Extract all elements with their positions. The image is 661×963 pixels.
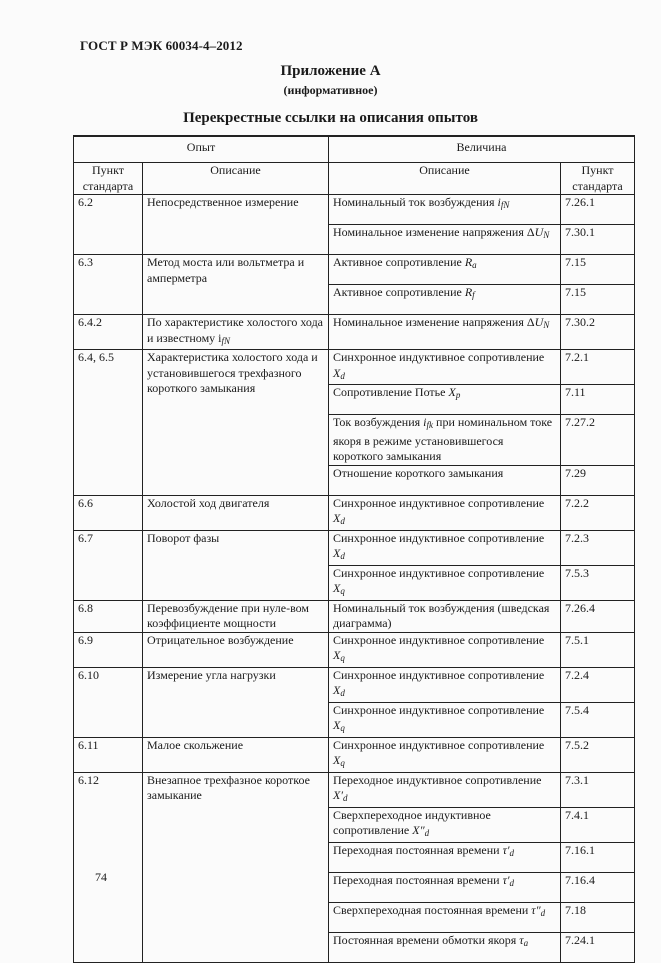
quantity-clause: 7.2.3: [561, 530, 635, 565]
quantity-description: [329, 225, 561, 255]
quantity-subscript: q: [340, 653, 345, 663]
quantity-clause: 7.5.4: [561, 702, 635, 737]
quantity-description: [329, 702, 561, 737]
quantity-symbol: i: [423, 415, 427, 429]
experiment-description-text: Перевозбуждение при нуле-вом коэффициенте мощности: [147, 600, 310, 630]
quantity-description: [329, 600, 561, 632]
quantity-symbol: X: [333, 546, 341, 560]
header-description-experiment: Описание: [143, 163, 329, 195]
experiment-description: [143, 255, 329, 315]
table-row: [74, 530, 635, 565]
quantity-clause: 7.26.4: [561, 600, 635, 632]
page-number: 74: [95, 870, 107, 884]
quantity-description: [329, 932, 561, 962]
quantity-text: Синхронное индуктивное сопротивление: [333, 350, 545, 364]
experiment-description-text: Отрицательное возбуждение: [147, 632, 294, 647]
table-row: [74, 195, 635, 225]
quantity-subscript: d: [340, 370, 345, 381]
quantity-text: Номинальный ток возбуждения (шведская диаграмма): [333, 600, 550, 630]
quantity-clause: 7.2.2: [561, 495, 635, 530]
experiment-description: [143, 772, 329, 962]
quantity-symbol: X: [333, 581, 341, 595]
quantity-clause: 7.24.1: [561, 932, 635, 962]
experiment-description: [143, 600, 329, 632]
experiment-description-text: Холостой ход двигателя: [147, 495, 270, 510]
experiment-clause: 6.4.2: [74, 315, 143, 350]
quantity-text: Синхронное индуктивное сопротивление: [333, 495, 545, 510]
quantity-clause: 7.27.2: [561, 415, 635, 466]
quantity-symbol: X′: [333, 788, 343, 802]
quantity-symbol: τ′: [502, 842, 510, 857]
experiment-description-text: Внезапное трехфазное короткое замыкание: [147, 772, 310, 802]
appendix-subtitle: (информативное): [283, 83, 378, 97]
quantity-clause: 7.5.1: [561, 632, 635, 667]
table-row: [74, 255, 635, 285]
quantity-clause: 7.4.1: [561, 807, 635, 842]
header-clause-quantity: Пункт стандарта: [561, 163, 635, 195]
experiment-description: [143, 530, 329, 600]
experiment-description-text: Метод моста или вольтметра и амперметра: [147, 255, 305, 285]
experiment-clause: 6.12: [74, 772, 143, 962]
quantity-clause: 7.2.4: [561, 667, 635, 702]
experiment-description: [143, 495, 329, 530]
quantity-description: [329, 285, 561, 315]
quantity-subscript: d: [424, 828, 430, 838]
quantity-description: [329, 255, 561, 285]
experiment-description: [143, 195, 329, 255]
table-body: [74, 195, 635, 963]
quantity-description: [329, 807, 561, 842]
quantity-clause: 7.3.1: [561, 772, 635, 807]
quantity-subscript: a: [523, 937, 529, 948]
experiment-clause: 6.10: [74, 667, 143, 737]
quantity-description: [329, 350, 561, 385]
quantity-text: Синхронное индуктивное сопротивление: [333, 737, 545, 752]
table-row: [74, 667, 635, 702]
header-quantity: Величина: [329, 136, 635, 163]
quantity-symbol: X″: [412, 823, 425, 837]
quantity-description: [329, 565, 561, 600]
quantity-text: Сверхпереходное индуктивное сопротивление: [333, 807, 491, 837]
experiment-description: [143, 667, 329, 737]
quantity-text: Синхронное индуктивное сопротивление: [333, 530, 545, 545]
quantity-description: [329, 195, 561, 225]
quantity-description: [329, 632, 561, 667]
quantity-clause: 7.2.1: [561, 350, 635, 385]
quantity-symbol: X: [333, 753, 341, 767]
quantity-description: [329, 667, 561, 702]
quantity-text: Активное сопротивление: [333, 285, 465, 299]
quantity-clause: 7.5.3: [561, 565, 635, 600]
quantity-description: [329, 872, 561, 902]
header-clause-experiment: Пункт стандарта: [74, 163, 143, 195]
quantity-clause: 7.5.2: [561, 737, 635, 772]
quantity-text: Постоянная времени обмотки якоря: [333, 932, 520, 947]
quantity-clause: 7.30.2: [561, 315, 635, 350]
quantity-symbol: τ″: [531, 902, 541, 917]
quantity-subscript: fk: [426, 420, 434, 430]
header-description-quantity: Описание: [329, 163, 561, 195]
experiment-description: [143, 737, 329, 772]
quantity-clause: 7.30.1: [561, 225, 635, 255]
quantity-subscript: d: [509, 877, 515, 888]
quantity-symbol: R: [464, 255, 473, 269]
quantity-subscript: p: [455, 390, 461, 400]
experiment-description-subscript: fN: [221, 335, 231, 346]
experiment-description-text: Малое скольжение: [147, 737, 244, 752]
experiment-description: [143, 632, 329, 667]
experiment-description: [143, 350, 329, 496]
quantity-subscript: d: [340, 688, 345, 698]
quantity-description: [329, 465, 561, 495]
group-header-row: [74, 136, 635, 163]
quantity-description: [329, 385, 561, 415]
quantity-subscript: q: [340, 758, 345, 768]
quantity-symbol: i: [497, 195, 501, 209]
quantity-symbol: X: [448, 385, 456, 399]
experiment-clause: 6.3: [74, 255, 143, 315]
quantity-subscript: d: [340, 516, 345, 526]
quantity-subscript: fN: [500, 200, 510, 210]
quantity-symbol: X: [333, 365, 341, 380]
quantity-clause: 7.15: [561, 255, 635, 285]
quantity-subscript: a: [472, 260, 477, 270]
quantity-description: [329, 315, 561, 350]
quantity-symbol: R: [464, 285, 473, 299]
quantity-text: Сверхпереходная постоянная времени: [333, 902, 532, 917]
quantity-subscript: d: [342, 793, 348, 803]
quantity-subscript: f: [472, 290, 475, 300]
quantity-text: Номинальный ток возбуждения: [333, 195, 498, 209]
table-row: [74, 632, 635, 667]
quantity-symbol: U: [534, 315, 544, 329]
column-header-row: [74, 163, 635, 195]
experiment-clause: 6.4, 6.5: [74, 350, 143, 496]
header-experiment: Опыт: [74, 136, 329, 163]
quantity-symbol: τ: [519, 932, 524, 947]
experiment-clause: 6.2: [74, 195, 143, 255]
experiment-description-text: Поворот фазы: [147, 530, 220, 545]
quantity-text: Переходная постоянная времени: [333, 872, 503, 887]
quantity-description: [329, 495, 561, 530]
quantity-description: [329, 772, 561, 807]
quantity-symbol: X: [333, 718, 341, 732]
quantity-clause: 7.26.1: [561, 195, 635, 225]
experiment-clause: 6.6: [74, 495, 143, 530]
quantity-symbol: U: [534, 225, 544, 239]
quantity-text: Переходная постоянная времени: [333, 842, 503, 857]
quantity-subscript: q: [340, 723, 345, 733]
quantity-subscript: q: [340, 586, 345, 596]
quantity-text: Синхронное индуктивное сопротивление: [333, 565, 545, 580]
table-row: [74, 772, 635, 807]
appendix-title: Приложение А: [280, 63, 381, 79]
experiment-description-text: Характеристика холостого хода и установившегося трехфазного короткого замыкания: [147, 350, 318, 395]
quantity-symbol: X: [333, 511, 341, 525]
experiment-clause: 6.11: [74, 737, 143, 772]
experiment-clause: 6.9: [74, 632, 143, 667]
quantity-description: [329, 902, 561, 932]
quantity-description: [329, 530, 561, 565]
table-row: [74, 600, 635, 632]
quantity-clause: 7.15: [561, 285, 635, 315]
table-row: [74, 495, 635, 530]
quantity-text: Переходное индуктивное сопротивление: [333, 772, 542, 787]
quantity-subscript: N: [543, 320, 550, 330]
quantity-symbol: τ′: [502, 872, 510, 887]
quantity-clause: 7.16.4: [561, 872, 635, 902]
quantity-text: Сопротивление Потье: [333, 385, 449, 399]
quantity-description: [329, 415, 561, 466]
quantity-text: Синхронное индуктивное сопротивление: [333, 702, 545, 717]
quantity-text: Ток возбуждения: [333, 415, 424, 429]
quantity-description: [329, 842, 561, 872]
section-title: Перекрестные ссылки на описания опытов: [183, 110, 478, 126]
quantity-subscript: d: [509, 847, 515, 858]
table-row: [74, 315, 635, 350]
experiment-description-text: Измерение угла нагрузки: [147, 667, 276, 682]
quantity-text-tail: при номинальном токе якоря в режиме установившегося короткого замыкания: [333, 415, 553, 463]
quantity-text: Синхронное индуктивное сопротивление: [333, 667, 545, 682]
quantity-subscript: d: [340, 551, 345, 561]
experiment-description-text: Непосредственное измерение: [147, 195, 299, 209]
quantity-symbol: X: [333, 683, 341, 697]
quantity-clause: 7.11: [561, 385, 635, 415]
cross-reference-table: [73, 135, 635, 963]
quantity-clause: 7.16.1: [561, 842, 635, 872]
quantity-subscript: d: [540, 907, 546, 918]
table-row: [74, 737, 635, 772]
quantity-symbol: X: [333, 648, 341, 662]
quantity-description: [329, 737, 561, 772]
quantity-subscript: N: [543, 230, 550, 240]
quantity-text: Синхронное индуктивное сопротивление: [333, 632, 545, 647]
experiment-description: [143, 315, 329, 350]
experiment-description-text: По характеристике холостого хода и известному i: [147, 315, 324, 345]
experiment-clause: 6.8: [74, 600, 143, 632]
table-row: [74, 350, 635, 385]
quantity-clause: 7.29: [561, 465, 635, 495]
quantity-text: Номинальное изменение напряжения Δ: [333, 315, 535, 329]
quantity-clause: 7.18: [561, 902, 635, 932]
quantity-text: Номинальное изменение напряжения Δ: [333, 225, 535, 239]
quantity-text: Отношение короткого замыкания: [333, 465, 504, 480]
document-header: ГОСТ Р МЭК 60034-4–2012: [80, 38, 243, 53]
quantity-text: Активное сопротивление: [333, 255, 465, 269]
experiment-clause: 6.7: [74, 530, 143, 600]
